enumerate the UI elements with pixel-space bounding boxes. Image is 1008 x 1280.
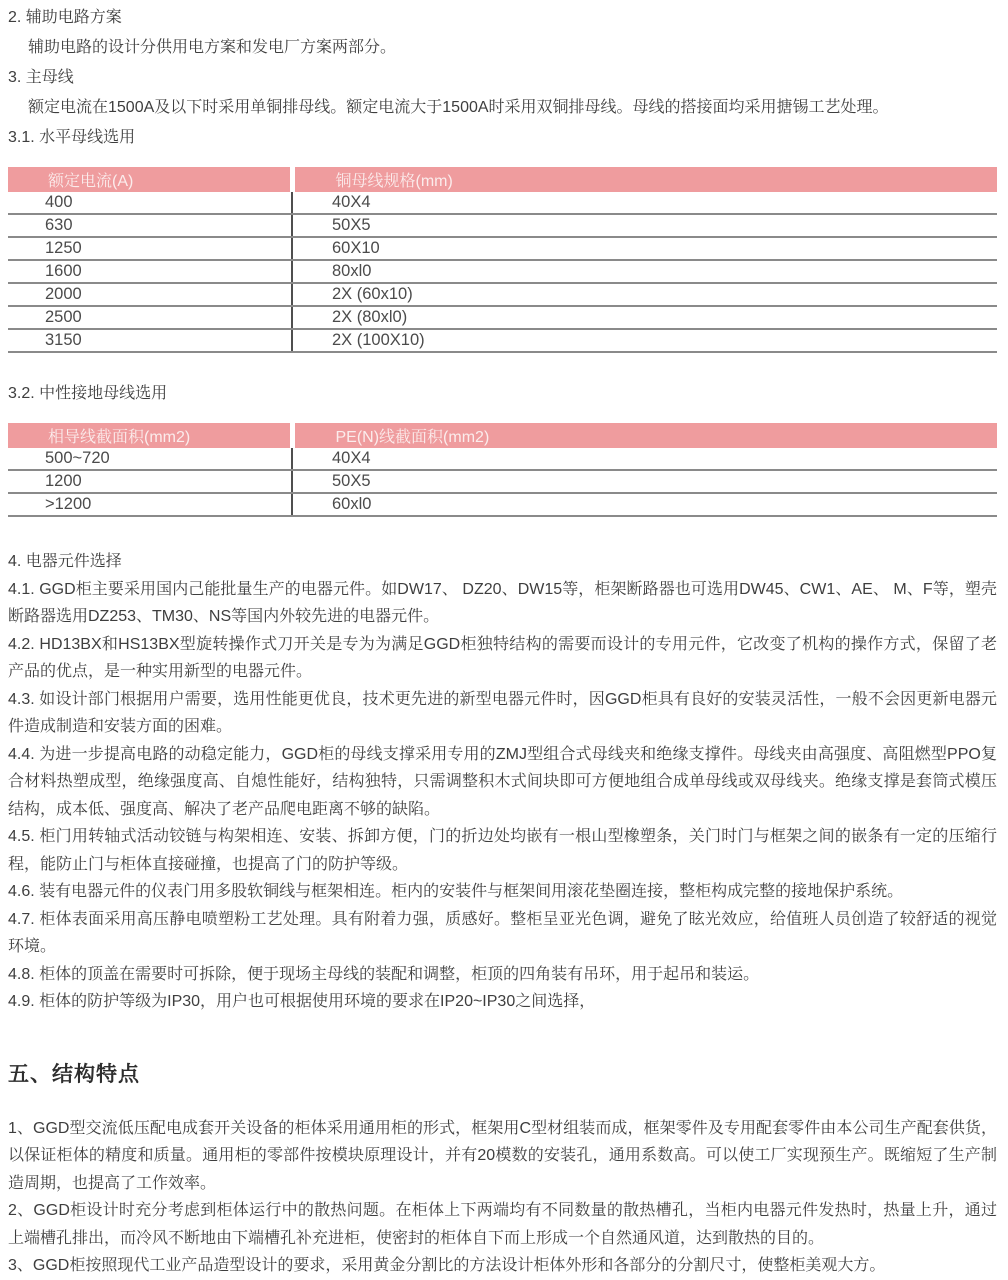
section2-heading: 2. 辅助电路方案 — [8, 9, 122, 26]
table-row — [8, 214, 997, 237]
paragraph: 4.5. 柜门用转轴式活动铰链与构架相连、安装、拆卸方便，门的折边处均嵌有一根山型橡塑条，关门时门与框架之间的嵌条有一定的压缩行程，能防止门与柜体直接碰撞，也提高了门的防护等级。 — [8, 828, 997, 873]
column-header: 额定电流(A) — [8, 167, 292, 192]
section4-block — [8, 548, 997, 1016]
table-cell: 2500 — [8, 306, 292, 329]
table-cell: 60X10 — [292, 237, 997, 260]
horizontal-busbar-table — [8, 167, 997, 353]
table-body — [8, 192, 997, 352]
section3-2-heading: 3.2. 中性接地母线选用 — [8, 385, 168, 402]
section5-block — [8, 1115, 997, 1280]
table-cell: 40X4 — [292, 192, 997, 214]
paragraph: 3、GGD柜按照现代工业产品造型设计的要求，采用黄金分割比的方法设计柜体外形和各部分的分割尺寸，使整柜美观大方。 — [8, 1257, 886, 1274]
paragraph: 4.9. 柜体的防护等级为IP30，用户也可根据使用环境的要求在IP20~IP30之间选择， — [8, 993, 596, 1010]
table-cell: >1200 — [8, 493, 292, 516]
table-cell: 80xl0 — [292, 260, 997, 283]
table-cell: 2X (80xl0) — [292, 306, 997, 329]
paragraph: 4.2. HD13BX和HS13BX型旋转操作式刀开关是专为为满足GGD柜独特结构的需要而设计的专用元件，它改变了机构的操作方式，保留了老产品的优点，是一种实用新型的电器元件。 — [8, 635, 997, 680]
table-cell: 2000 — [8, 283, 292, 306]
header-row — [8, 167, 997, 192]
paragraph: 4.7. 柜体表面采用高压静电喷塑粉工艺处理。具有附着力强，质感好。整柜呈亚光色调，避免了眩光效应，给值班人员创造了较舒适的视觉环境。 — [8, 910, 997, 955]
neutral-busbar-table — [8, 423, 997, 517]
section3-body: 额定电流在1500A及以下时采用单铜排母线。额定电流大于1500A时采用双铜排母线。母线的搭接面均采用搪锡工艺处理。 — [28, 99, 889, 116]
table-cell: 3150 — [8, 329, 292, 352]
paragraph: 4.1. GGD柜主要采用国内己能批量生产的电器元件。如DW17、 DZ20、DW15等，柜架断路器也可选用DW45、CW1、AE、 M、F等，塑壳断路器选用DZ253、TM30、NS等国内外较先进的电器元件。 — [8, 580, 997, 625]
table-cell: 1600 — [8, 260, 292, 283]
header-row — [8, 423, 997, 448]
section3-heading: 3. 主母线 — [8, 69, 74, 86]
table-row — [8, 470, 997, 493]
section2-body: 辅助电路的设计分供用电方案和发电厂方案两部分。 — [28, 39, 397, 56]
section3-1-heading: 3.1. 水平母线选用 — [8, 129, 136, 146]
table-row — [8, 283, 997, 306]
paragraph: 2、GGD柜设计时充分考虑到柜体运行中的散热问题。在柜体上下两端均有不同数量的散热槽孔，当柜内电器元件发热时，热量上升，通过上端槽孔排出，而冷风不断地由下端槽孔补充进柜，使密封的柜体自下而上形成一个自然通风道，达到散热的目的。 — [8, 1202, 997, 1247]
table-row — [8, 448, 997, 470]
table-row — [8, 260, 997, 283]
table-cell: 1250 — [8, 237, 292, 260]
paragraph: 4.4. 为进一步提高电路的动稳定能力，GGD柜的母线支撑采用专用的ZMJ型组合式母线夹和绝缘支撑件。母线夹由高强度、高阻燃型PPO复合材料热塑成型，绝缘强度高、自熄性能好，结构独特，只需调整积木式间块即可方便地组合成单母线或双母线夹。绝缘支撑是套筒式模压结构，成本低、强度高、解决了老产品爬电距离不够的缺陷。 — [8, 745, 997, 818]
table-cell: 500~720 — [8, 448, 292, 470]
table-cell: 2X (100X10) — [292, 329, 997, 352]
table-cell: 50X5 — [292, 214, 997, 237]
table-cell: 2X (60x10) — [292, 283, 997, 306]
table-row — [8, 237, 997, 260]
table-row — [8, 329, 997, 352]
table-cell: 60xl0 — [292, 493, 997, 516]
table-header — [8, 423, 997, 448]
table-cell: 630 — [8, 214, 292, 237]
column-header: 铜母线规格(mm) — [292, 167, 997, 192]
table-header — [8, 167, 997, 192]
paragraph: 4.3. 如设计部门根据用户需要，选用性能更优良，技术更先进的新型电器元件时，因GGD柜具有良好的安装灵活性，一般不会因更新电器元件造成制造和安装方面的困难。 — [8, 690, 997, 735]
table-row — [8, 192, 997, 214]
table-cell: 400 — [8, 192, 292, 214]
section4-heading: 4. 电器元件选择 — [8, 553, 122, 570]
table-cell: 50X5 — [292, 470, 997, 493]
paragraph: 4.8. 柜体的顶盖在需要时可拆除，便于现场主母线的装配和调整，柜顶的四角装有吊环，用于起吊和装运。 — [8, 965, 760, 983]
table-row — [8, 493, 997, 516]
section5-items — [8, 1115, 997, 1280]
column-header: PE(N)线截面积(mm2) — [292, 423, 997, 448]
paragraph: 4.6. 装有电器元件的仪表门用多股软铜线与框架相连。柜内的安装件与框架间用滚花垫圈连接，整柜构成完整的接地保护系统。 — [8, 883, 904, 900]
table-row — [8, 306, 997, 329]
table-body — [8, 448, 997, 516]
table-cell: 40X4 — [292, 448, 997, 470]
section4-items — [8, 576, 997, 1016]
paragraph: 1、GGD型交流低压配电成套开关设备的柜体采用通用柜的形式，框架用C型材组装而成，框架零件及专用配套零件由本公司生产配套供货，以保证柜体的精度和质量。通用柜的零部件按模块原理设计，并有20模数的安装孔，通用系数高。可以使工厂实现预生产。既缩短了生产制造周期，也提高了工作效率。 — [8, 1119, 997, 1192]
table-cell: 1200 — [8, 470, 292, 493]
column-header: 相导线截面积(mm2) — [8, 423, 292, 448]
section5-heading: 五、结构特点 — [8, 1062, 140, 1086]
